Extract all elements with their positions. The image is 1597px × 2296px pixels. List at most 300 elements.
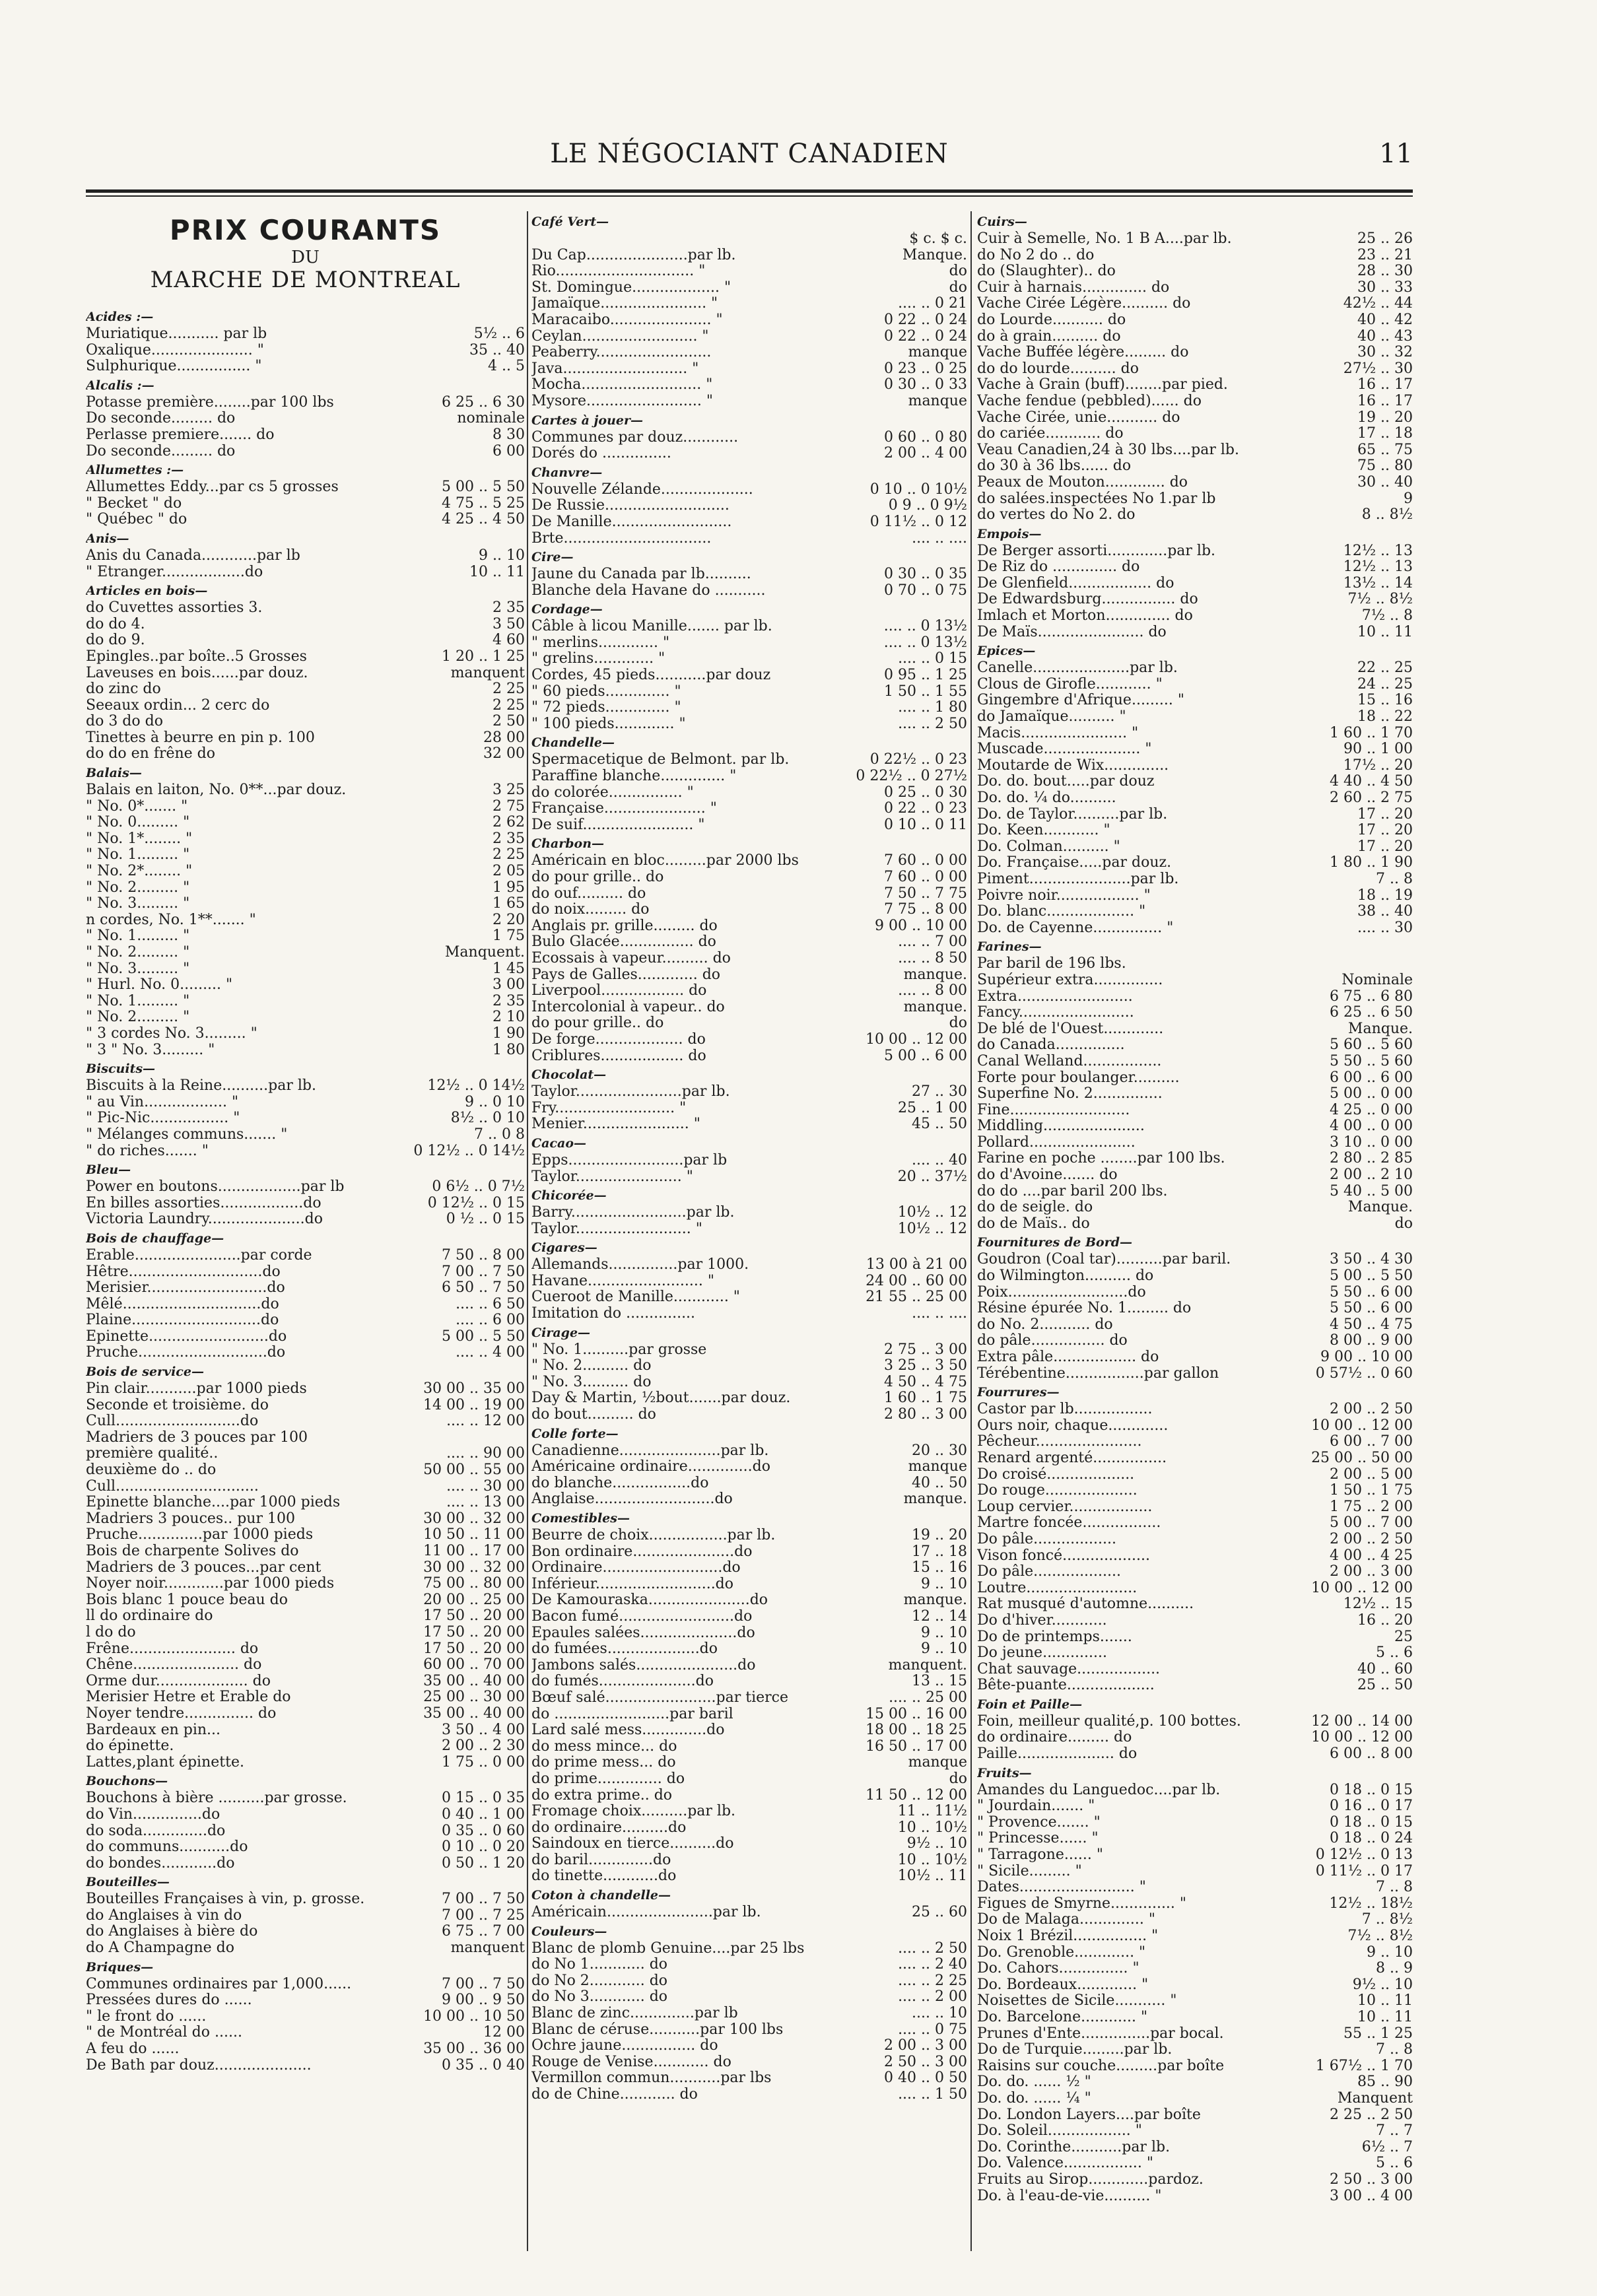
- price-row: [977, 1300, 1413, 1317]
- item-name: De Manille..........................: [531, 514, 732, 530]
- item-price: .... .. 6 00: [456, 1312, 525, 1329]
- item-name: Seconde et troisième. do: [86, 1397, 269, 1413]
- item-price: 8 .. 8½: [1361, 506, 1413, 523]
- price-row: [977, 1151, 1413, 1167]
- price-row: [977, 1216, 1413, 1232]
- price-row: [977, 2172, 1413, 2188]
- item-name: " No. 3.......... do: [531, 1374, 652, 1390]
- item-name: De suif........................ ": [531, 817, 705, 833]
- item-price: 9 .. 0 10: [465, 1093, 525, 1110]
- item-name: do fumées....................do: [531, 1641, 718, 1658]
- item-price: 10½ .. 11: [897, 1868, 967, 1885]
- price-row: [977, 1629, 1413, 1646]
- item-price: 12 .. 14: [912, 1607, 967, 1625]
- item-price: 1 80: [493, 1041, 525, 1058]
- item-price: 6½ .. 7: [1361, 2138, 1413, 2155]
- item-price: 9 00 .. 10 00: [1320, 1349, 1413, 1365]
- item-price: [521, 1430, 525, 1446]
- price-row: [86, 945, 525, 961]
- price-row: [531, 345, 967, 361]
- item-name: " No. 2*........ ": [86, 863, 193, 880]
- item-price: 0 15 .. 0 35: [442, 1790, 525, 1807]
- item-name: do noix......... do: [531, 902, 650, 918]
- item-price: 17 50 .. 20 00: [423, 1623, 525, 1640]
- price-row: [86, 1908, 525, 1924]
- item-price: 0 18 .. 0 15: [1330, 1781, 1413, 1798]
- item-price: 0 10 .. 0 20: [442, 1839, 525, 1856]
- price-row: [531, 1706, 967, 1723]
- item-price: .... .. 12 00: [446, 1413, 525, 1430]
- item-price: 8½ .. 0 10: [450, 1110, 525, 1127]
- price-row: [977, 426, 1413, 442]
- item-price: [1409, 956, 1413, 972]
- price-row: [977, 692, 1413, 709]
- item-name: Blanc de céruse...........par 100 lbs: [531, 2021, 784, 2038]
- item-name: Merisier Hetre et Erable do: [86, 1689, 291, 1706]
- page-number: 11: [1379, 139, 1413, 169]
- item-price: 60 00 .. 70 00: [423, 1656, 525, 1673]
- item-name: Noisettes de Sicile........... ": [977, 1993, 1177, 2009]
- item-price: .... .. 10: [912, 2005, 967, 2022]
- price-row: [977, 591, 1413, 608]
- item-price: 2 00 .. 2 50: [1330, 1530, 1413, 1547]
- price-row: [86, 1280, 525, 1297]
- item-price: 4 .. 5: [488, 358, 525, 375]
- item-price: 5 40 .. 5 00: [1330, 1182, 1413, 1199]
- item-name: Noyer tendre............... do: [86, 1705, 277, 1722]
- item-price: 0 18 .. 0 24: [1330, 1830, 1413, 1847]
- category-heading: Cuirs—: [977, 215, 1027, 229]
- item-price: 35 00 .. 36 00: [423, 2041, 525, 2058]
- price-row: [977, 608, 1413, 625]
- item-name: " merlins............. ": [531, 634, 670, 651]
- item-name: Do. Bordeaux............. ": [977, 1976, 1149, 1993]
- item-price: 0 70 .. 0 75: [884, 582, 967, 599]
- category-heading: Cire—: [531, 550, 574, 565]
- price-row: [86, 1673, 525, 1690]
- price-row: [531, 280, 967, 296]
- item-price: 23 .. 21: [1357, 246, 1413, 263]
- item-price: .... .. 2 00: [898, 1988, 967, 2006]
- item-name: do do 4.: [86, 616, 145, 632]
- item-price: 2 75: [493, 797, 525, 815]
- item-price: 0 50 .. 1 20: [442, 1854, 525, 1872]
- price-row: [531, 1609, 967, 1625]
- price-row: [977, 1086, 1413, 1102]
- item-name: ll do ordinaire do: [86, 1608, 213, 1625]
- item-name: do baril..............do: [531, 1852, 671, 1868]
- item-price: manquent: [450, 664, 525, 681]
- item-price: 7 00 .. 7 50: [442, 1975, 525, 1992]
- price-row: [86, 831, 525, 848]
- running-title: LE NÉGOCIANT CANADIEN: [550, 139, 949, 169]
- item-price: 14 00 .. 19 00: [423, 1396, 525, 1413]
- item-name: Paille..................... do: [977, 1746, 1138, 1763]
- price-row: [977, 1349, 1413, 1366]
- price-row: [531, 1273, 967, 1290]
- category-heading: Epices—: [977, 644, 1036, 659]
- item-name: Macis....................... ": [977, 725, 1139, 741]
- item-price: 24 00 .. 60 00: [866, 1272, 967, 1289]
- item-name: do .........................par baril: [531, 1706, 733, 1722]
- item-name: " Becket " do: [86, 495, 182, 512]
- price-row: [977, 625, 1413, 641]
- item-price: 1 50 .. 1 75: [1330, 1482, 1413, 1499]
- item-price: 2 05: [493, 863, 525, 880]
- category-heading: Bouteilles—: [86, 1875, 170, 1890]
- price-row: [531, 752, 967, 768]
- price-row: [86, 1807, 525, 1823]
- price-row: [531, 1722, 967, 1739]
- price-row: [86, 564, 525, 581]
- price-row: [977, 1912, 1413, 1928]
- item-price: .... .. 2 50: [898, 1940, 967, 1957]
- item-name: Pressées dures do ......: [86, 1992, 252, 2009]
- item-price: 2 00 .. 2 50: [1330, 1401, 1413, 1418]
- price-row: [531, 1804, 967, 1820]
- item-price: .... .. 2 25: [898, 1972, 967, 1989]
- category-heading: Allumettes :—: [86, 463, 184, 478]
- price-row: [531, 248, 967, 264]
- item-price: 17 50 .. 20 00: [423, 1640, 525, 1657]
- price-row: [531, 1576, 967, 1593]
- price-row: [531, 869, 967, 886]
- price-row: [977, 2140, 1413, 2156]
- item-price: 0 11½ .. 0 17: [1315, 1862, 1413, 1879]
- price-row: [531, 1544, 967, 1561]
- item-price: 90 .. 1 00: [1343, 741, 1413, 758]
- item-price: .... .. 7 00: [898, 933, 967, 951]
- item-price: 8 00 .. 9 00: [1330, 1332, 1413, 1349]
- item-price: 2 00 .. 2 30: [442, 1738, 525, 1755]
- item-price: 0 57½ .. 0 60: [1315, 1365, 1413, 1382]
- item-name: De Maïs....................... do: [977, 624, 1167, 640]
- price-row: [86, 1839, 525, 1856]
- item-name: Do. à l'eau-de-vie.......... ": [977, 2188, 1162, 2204]
- item-price: 2 00 .. 3 00: [884, 2037, 967, 2054]
- price-row: [977, 2058, 1413, 2075]
- price-row: [531, 902, 967, 918]
- price-row: [977, 248, 1413, 264]
- item-name: deuxième do .. do: [86, 1462, 217, 1479]
- price-row: [531, 1205, 967, 1221]
- price-row: [86, 1823, 525, 1840]
- item-price: 0 11½ .. 0 12: [869, 513, 967, 530]
- item-name: Amandes du Languedoc....par lb.: [977, 1782, 1221, 1798]
- item-name: do extra prime.. do: [531, 1787, 673, 1804]
- price-row: [531, 2070, 967, 2087]
- item-name: do Anglaises à bière do: [86, 1924, 258, 1940]
- price-row: [977, 956, 1413, 972]
- price-row: [977, 1896, 1413, 1912]
- item-price: 24 .. 25: [1357, 675, 1413, 692]
- category-heading: Bois de chauffage—: [86, 1231, 224, 1246]
- price-row: [977, 726, 1413, 742]
- item-price: .... .. 0 13½: [883, 634, 967, 651]
- price-row: [86, 1196, 525, 1212]
- price-row: [531, 1641, 967, 1658]
- price-row: [531, 498, 967, 514]
- price-row: [977, 1483, 1413, 1499]
- price-row: [86, 1689, 525, 1706]
- item-price: 7 00 .. 7 50: [442, 1891, 525, 1908]
- item-price: 85 .. 90: [1357, 2074, 1413, 2091]
- item-price: 10 .. 11: [1357, 1992, 1413, 2009]
- price-row: [977, 458, 1413, 475]
- item-price: manque.: [903, 1491, 967, 1508]
- item-price: .... .. ....: [912, 529, 967, 547]
- item-price: 1 95: [493, 879, 525, 896]
- price-row: [977, 2155, 1413, 2172]
- item-price: 1 75: [493, 928, 525, 945]
- price-row: [531, 619, 967, 635]
- item-name: Peaux de Mouton............. do: [977, 474, 1188, 490]
- page-header: [86, 139, 1413, 178]
- price-row: [977, 660, 1413, 677]
- price-row: [531, 1673, 967, 1690]
- item-price: 2 25: [493, 696, 525, 714]
- item-price: 5 .. 6: [1376, 2155, 1413, 2172]
- column-divider: [527, 211, 528, 2251]
- item-price: 25 .. 26: [1357, 230, 1413, 247]
- item-price: .... .. 1 50: [898, 2086, 967, 2103]
- item-price: 6 00 .. 7 00: [1330, 1433, 1413, 1450]
- price-row: [86, 1143, 525, 1160]
- item-price: 1 60 .. 1 75: [884, 1390, 967, 1407]
- item-name: Fruits au Sirop.............pardoz.: [977, 2171, 1204, 2188]
- item-name: Pin clair...........par 1000 pieds: [86, 1381, 307, 1398]
- item-name: Imitation do ...............: [531, 1306, 696, 1322]
- price-row: [977, 296, 1413, 312]
- item-price: 7 50 .. 7 75: [884, 885, 967, 902]
- price-row: [977, 1199, 1413, 1216]
- price-row: [86, 1940, 525, 1957]
- item-name: Vison foncé...................: [977, 1547, 1151, 1564]
- item-name: do blanche.................do: [531, 1475, 709, 1491]
- item-price: 0 22½ .. 0 23: [869, 751, 967, 768]
- price-row: [977, 807, 1413, 823]
- item-name: Epingles..par boîte..5 Grosses: [86, 648, 307, 665]
- item-name: Forte pour boulanger..........: [977, 1069, 1180, 1086]
- item-name: Do. Grenoble............. ": [977, 1944, 1146, 1961]
- item-price: 0 10 .. 0 11: [884, 816, 967, 833]
- item-name: Paraffine blanche.............. ": [531, 768, 737, 785]
- price-row: [86, 1511, 525, 1528]
- item-name: Loutre........................: [977, 1580, 1138, 1596]
- price-row: [531, 716, 967, 733]
- item-name: " 3 " No. 3......... ": [86, 1042, 215, 1058]
- item-name: Cull...............................: [86, 1478, 259, 1495]
- price-row: [86, 1462, 525, 1479]
- item-name: Lard salé mess..............do: [531, 1722, 725, 1739]
- item-name: Veau Canadien,24 à 30 lbs....par lb.: [977, 442, 1239, 458]
- item-name: Goudron (Coal tar)..........par baril.: [977, 1252, 1231, 1268]
- price-row: [977, 345, 1413, 361]
- price-row: [531, 934, 967, 951]
- item-price: 0 18 .. 0 15: [1330, 1813, 1413, 1831]
- item-name: Criblures.................. do: [531, 1048, 706, 1064]
- item-price: 8 30: [493, 426, 525, 443]
- price-row: [531, 1116, 967, 1133]
- price-row: [977, 2188, 1413, 2205]
- item-price: Manque.: [902, 246, 967, 263]
- item-name: Brte................................: [531, 530, 712, 547]
- item-name: Pruche..............par 1000 pieds: [86, 1527, 314, 1543]
- price-row: [86, 961, 525, 978]
- item-price: 0 23 .. 0 25: [884, 360, 967, 377]
- price-row: [977, 1515, 1413, 1532]
- price-row: [531, 1957, 967, 1973]
- price-row: [977, 1730, 1413, 1746]
- item-name: " No. 2......... ": [86, 1009, 190, 1026]
- item-name: Do rouge....................: [977, 1483, 1138, 1499]
- category-heading: Bouchons—: [86, 1774, 168, 1789]
- item-name: do d'Avoine....... do: [977, 1167, 1118, 1184]
- item-price: 18 .. 19: [1357, 887, 1413, 904]
- item-name: Plaine............................do: [86, 1312, 279, 1329]
- price-row: [977, 1532, 1413, 1548]
- item-name: Fine..........................: [977, 1102, 1130, 1118]
- price-row: [86, 395, 525, 411]
- item-price: 0 22 .. 0 24: [884, 311, 967, 328]
- header-rule-thin: [86, 195, 1413, 197]
- item-price: 30 00 .. 32 00: [423, 1559, 525, 1576]
- item-price: .... .. 0 15: [898, 650, 967, 667]
- item-price: 12½ .. 13: [1343, 542, 1413, 559]
- item-name: " Etranger..................do: [86, 564, 263, 580]
- price-row: [531, 635, 967, 652]
- price-row: [86, 343, 525, 359]
- item-price: 7 00 .. 7 25: [442, 1907, 525, 1924]
- price-row: [86, 1891, 525, 1908]
- item-price: 6 00: [493, 442, 525, 459]
- price-row: [977, 1268, 1413, 1285]
- item-name: " au Vin.................. ": [86, 1094, 239, 1110]
- price-row: [977, 774, 1413, 790]
- price-list: [86, 306, 525, 2074]
- price-row: [977, 312, 1413, 329]
- item-price: 18 .. 22: [1357, 708, 1413, 726]
- item-price: 7 .. 8½: [1361, 1911, 1413, 1928]
- category-heading: Cacao—: [531, 1135, 586, 1151]
- item-price: manque: [908, 392, 967, 409]
- item-name: do ouf.......... do: [531, 885, 646, 902]
- item-price: 22 .. 25: [1357, 659, 1413, 677]
- item-name: " No. 0......... ": [86, 815, 190, 831]
- item-price: manque.: [903, 966, 967, 983]
- item-name: Spermacetique de Belmont. par lb.: [531, 752, 790, 768]
- category-heading: Coton à chandelle—: [531, 1888, 671, 1903]
- item-name: do tinette............do: [531, 1868, 677, 1885]
- price-column-3: [977, 211, 1413, 2251]
- item-name: Communes par douz............: [531, 429, 739, 446]
- item-name: Do. do. ...... ¼ ": [977, 2090, 1091, 2107]
- item-price: 0 12½ .. 0 13: [1315, 1846, 1413, 1864]
- item-name: Potasse première........par 100 lbs: [86, 394, 334, 411]
- item-name: " Mélanges communs....... ": [86, 1126, 288, 1143]
- price-row: [86, 1211, 525, 1228]
- price-row: [86, 1110, 525, 1127]
- price-row: [531, 1658, 967, 1674]
- price-row: [531, 651, 967, 667]
- item-name: Bœuf salé........................par tierce: [531, 1689, 788, 1706]
- price-row: [977, 904, 1413, 920]
- item-name: Martre foncée.................: [977, 1515, 1161, 1532]
- item-name: Par baril de 196 lbs.: [977, 956, 1126, 972]
- item-price: 2 80 .. 3 00: [884, 1406, 967, 1423]
- item-price: do: [949, 1015, 967, 1032]
- price-row: [977, 491, 1413, 508]
- item-price: 10 .. 11: [469, 563, 525, 580]
- price-row: [977, 1831, 1413, 1847]
- item-price: 27 .. 30: [912, 1083, 967, 1100]
- item-price: 25: [1394, 1628, 1413, 1645]
- item-price: 10½ .. 12: [897, 1204, 967, 1221]
- item-name: Superfine No. 2...............: [977, 1086, 1163, 1102]
- item-price: 3 50 .. 4 00: [442, 1721, 525, 1738]
- item-price: 1 75 .. 0 00: [442, 1753, 525, 1771]
- category-heading: Cirage—: [531, 1325, 591, 1340]
- price-row: [977, 1677, 1413, 1694]
- category-heading: Colle forte—: [531, 1426, 619, 1441]
- item-price: 0 12½ .. 0 14½: [413, 1142, 525, 1159]
- item-price: 10 00 .. 12 00: [1311, 1579, 1413, 1596]
- price-row: [86, 411, 525, 427]
- price-row: [86, 1722, 525, 1739]
- item-name: " le front do ......: [86, 2008, 207, 2025]
- item-name: Java........................... ": [531, 360, 699, 377]
- price-row: [977, 1037, 1413, 1054]
- price-row: [86, 1248, 525, 1264]
- item-price: .... .. 90 00: [446, 1445, 525, 1462]
- item-price: 7 .. 0 8: [474, 1126, 525, 1143]
- item-price: 21 55 .. 25 00: [866, 1289, 967, 1306]
- category-heading: Balais—: [86, 766, 142, 781]
- item-price: 15 .. 16: [1357, 692, 1413, 709]
- item-name: Epaules salées.....................do: [531, 1625, 755, 1641]
- price-row: [977, 1467, 1413, 1483]
- price-row: [86, 600, 525, 617]
- item-name: Fry.......................... ": [531, 1100, 687, 1116]
- item-price: 4 75 .. 5 25: [442, 494, 525, 512]
- item-price: .... .. 6 50: [456, 1295, 525, 1312]
- item-name: Castor par lb.................: [977, 1401, 1153, 1418]
- item-name: Do. London Layers....par boîte: [977, 2107, 1201, 2123]
- item-price: .... .. 25 00: [889, 1689, 967, 1706]
- item-price: 25 .. 1 00: [898, 1099, 967, 1116]
- item-name: do à grain.......... do: [977, 328, 1121, 345]
- item-name: do zinc do: [86, 681, 161, 698]
- item-name: Cuir à harnais.............. do: [977, 279, 1170, 296]
- price-row: [977, 377, 1413, 393]
- price-row: [977, 1662, 1413, 1678]
- item-price: 10 .. 11: [1357, 2008, 1413, 2025]
- item-price: 20 .. 37½: [897, 1168, 967, 1185]
- item-price: 9½ .. 10: [1352, 1976, 1413, 1993]
- price-row: [531, 583, 967, 599]
- item-name: Do croisé...................: [977, 1466, 1135, 1483]
- item-price: 6 25 .. 6 50: [1330, 1004, 1413, 1021]
- category-heading: Couleurs—: [531, 1924, 607, 1939]
- item-name: première qualité..: [86, 1446, 219, 1462]
- price-row: [86, 1657, 525, 1673]
- item-name: Oxalique...................... ": [86, 342, 264, 358]
- item-name: Communes ordinaires par 1,000......: [86, 1976, 352, 1992]
- item-name: De Berger assorti.............par lb.: [977, 543, 1216, 559]
- item-name: do bout.......... do: [531, 1407, 656, 1423]
- price-row: [977, 361, 1413, 378]
- item-price: 17½ .. 20: [1343, 757, 1413, 774]
